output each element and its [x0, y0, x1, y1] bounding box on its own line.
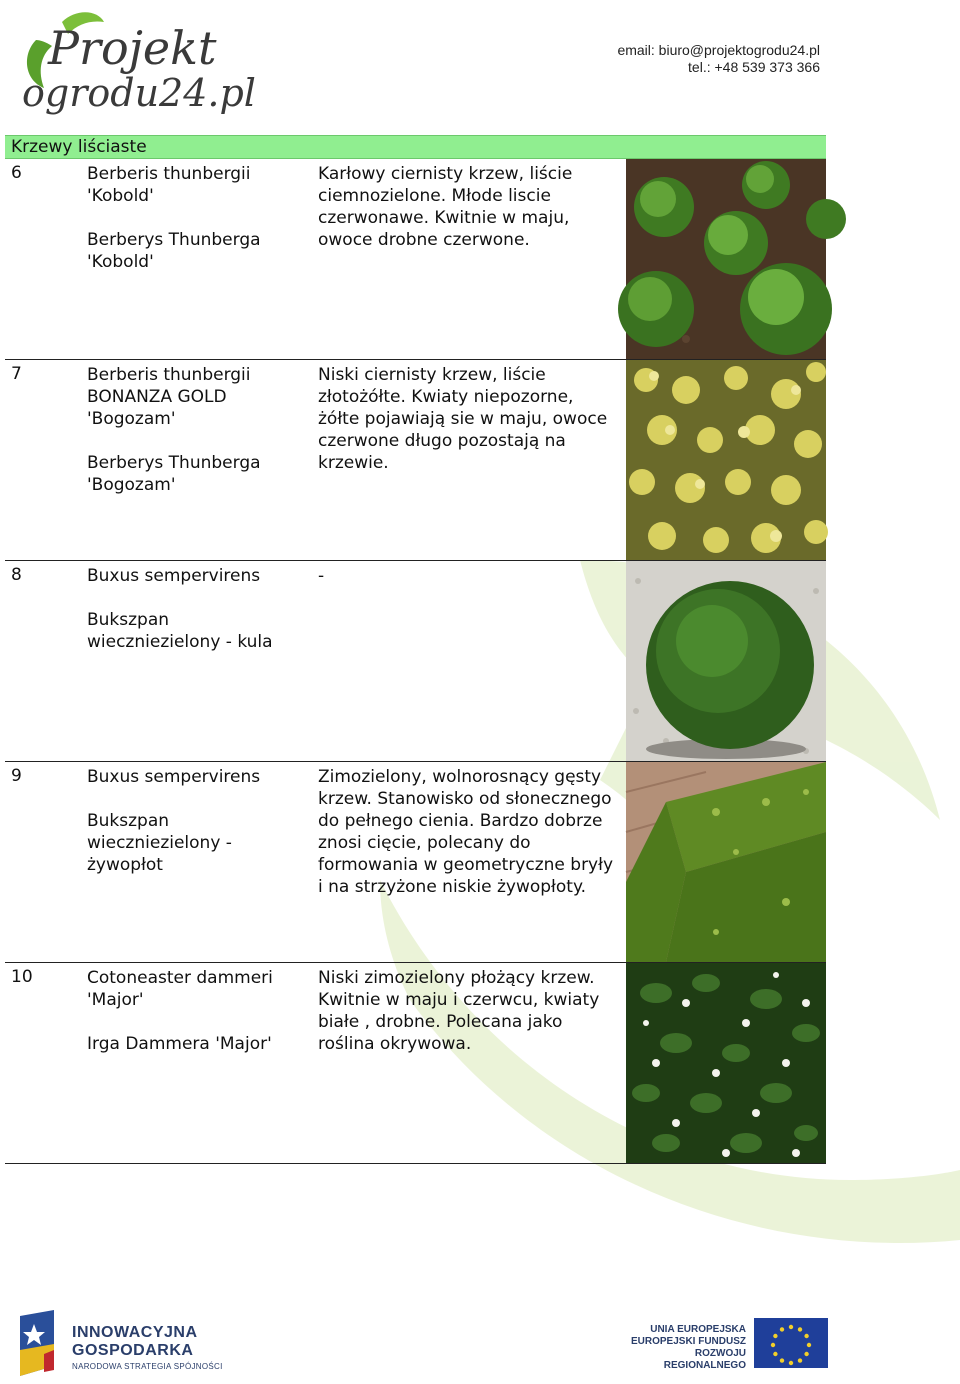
polish-name: Irga Dammera 'Major' — [87, 1034, 272, 1054]
ig-line2: GOSPODARKA — [72, 1342, 194, 1359]
plant-name — [87, 163, 297, 273]
table-row — [5, 360, 826, 561]
latin-name: Berberis thunbergii BONANZA GOLD 'Bogozam' — [87, 365, 251, 429]
polish-name: Berberys Thunberga 'Bogozam' — [87, 453, 261, 495]
boxwood-hedge-photo — [626, 762, 826, 962]
polish-name: Berberys Thunberga 'Kobold' — [87, 230, 261, 272]
page-footer — [0, 1300, 960, 1384]
eu-flag-icon — [754, 1318, 828, 1368]
plant-name — [87, 565, 297, 653]
row-number: 9 — [11, 766, 22, 786]
innowacyjna-gospodarka-logo — [14, 1310, 244, 1380]
eu-fund-logo — [620, 1318, 830, 1374]
latin-name: Cotoneaster dammeri 'Major' — [87, 968, 273, 1010]
plant-name — [87, 364, 297, 496]
plant-description: Zimozielony, wolnorosnący gęsty krzew. Stanowisko od słonecznego do pełnego cienia. Bardzo dobrze znosi cięcie, polecany do formowania w geometryczne bryły i na strzyżone niskie żywopłoty. — [318, 767, 614, 897]
polish-name: Bukszpan wieczniezielony - żywopłot — [87, 811, 232, 875]
row-number: 7 — [11, 364, 22, 384]
row-number: 6 — [11, 163, 22, 183]
latin-name: Buxus sempervirens — [87, 566, 261, 586]
eu-line2: EUROPEJSKI FUNDUSZ — [630, 1336, 746, 1347]
row-number: 8 — [11, 565, 22, 585]
category-header: Krzewy liściaste — [5, 135, 826, 159]
eu-line1: UNIA EUROPEJSKA — [650, 1324, 746, 1335]
plant-description: Karłowy ciernisty krzew, liście ciemnozielone. Młode liscie czerwonawe. Kwitnie w maju, owoce drobne czerwone. — [318, 164, 573, 250]
boxwood-ball-photo — [626, 561, 826, 761]
logo-line2: ogrodu24.pl — [22, 71, 256, 115]
shrub-ball-mulch-photo — [626, 159, 826, 359]
leaf-logo-icon — [18, 2, 256, 120]
plant-description: Niski ciernisty krzew, liście złotożółte. Kwiaty niepozorne, żółte pojawiają sie w maju, owoce czerwone długo pozostają na krzewie. — [318, 365, 608, 473]
polish-name: Bukszpan wieczniezielony - kula — [87, 610, 273, 652]
logo-line1: Projekt — [48, 21, 217, 75]
ig-title — [72, 1324, 198, 1360]
company-logo — [18, 2, 256, 120]
page-header — [0, 0, 960, 130]
ig-line1: INNOWACYJNA — [72, 1324, 198, 1341]
latin-name: Berberis thunbergii 'Kobold' — [87, 164, 251, 206]
plant-name — [87, 967, 297, 1055]
table-row — [5, 159, 826, 360]
contact-email[interactable]: email: biuro@projektogrodu24.pl — [617, 42, 820, 58]
plant-name — [87, 766, 297, 876]
ig-subtitle: NARODOWA STRATEGIA SPÓJNOŚCI — [72, 1362, 223, 1371]
table-row — [5, 561, 826, 762]
plant-description: Niski zimozielony płożący krzew. Kwitnie w maju i czerwcu, kwiaty białe , drobne. Polecana jako roślina okrywowa. — [318, 968, 600, 1054]
cotoneaster-flowers-photo — [626, 963, 826, 1163]
eu-line3: ROZWOJU REGIONALNEGO — [663, 1348, 746, 1371]
contact-info — [617, 42, 820, 76]
contact-phone[interactable]: tel.: +48 539 373 366 — [688, 59, 820, 75]
table-row — [5, 762, 826, 963]
table-row — [5, 963, 826, 1164]
plant-description: - — [318, 566, 325, 586]
eu-text — [620, 1324, 746, 1372]
plant-table — [5, 135, 826, 1164]
latin-name: Buxus sempervirens — [87, 767, 261, 787]
golden-foliage-photo — [626, 360, 826, 560]
row-number: 10 — [11, 967, 33, 987]
star-flag-icon — [14, 1310, 70, 1380]
